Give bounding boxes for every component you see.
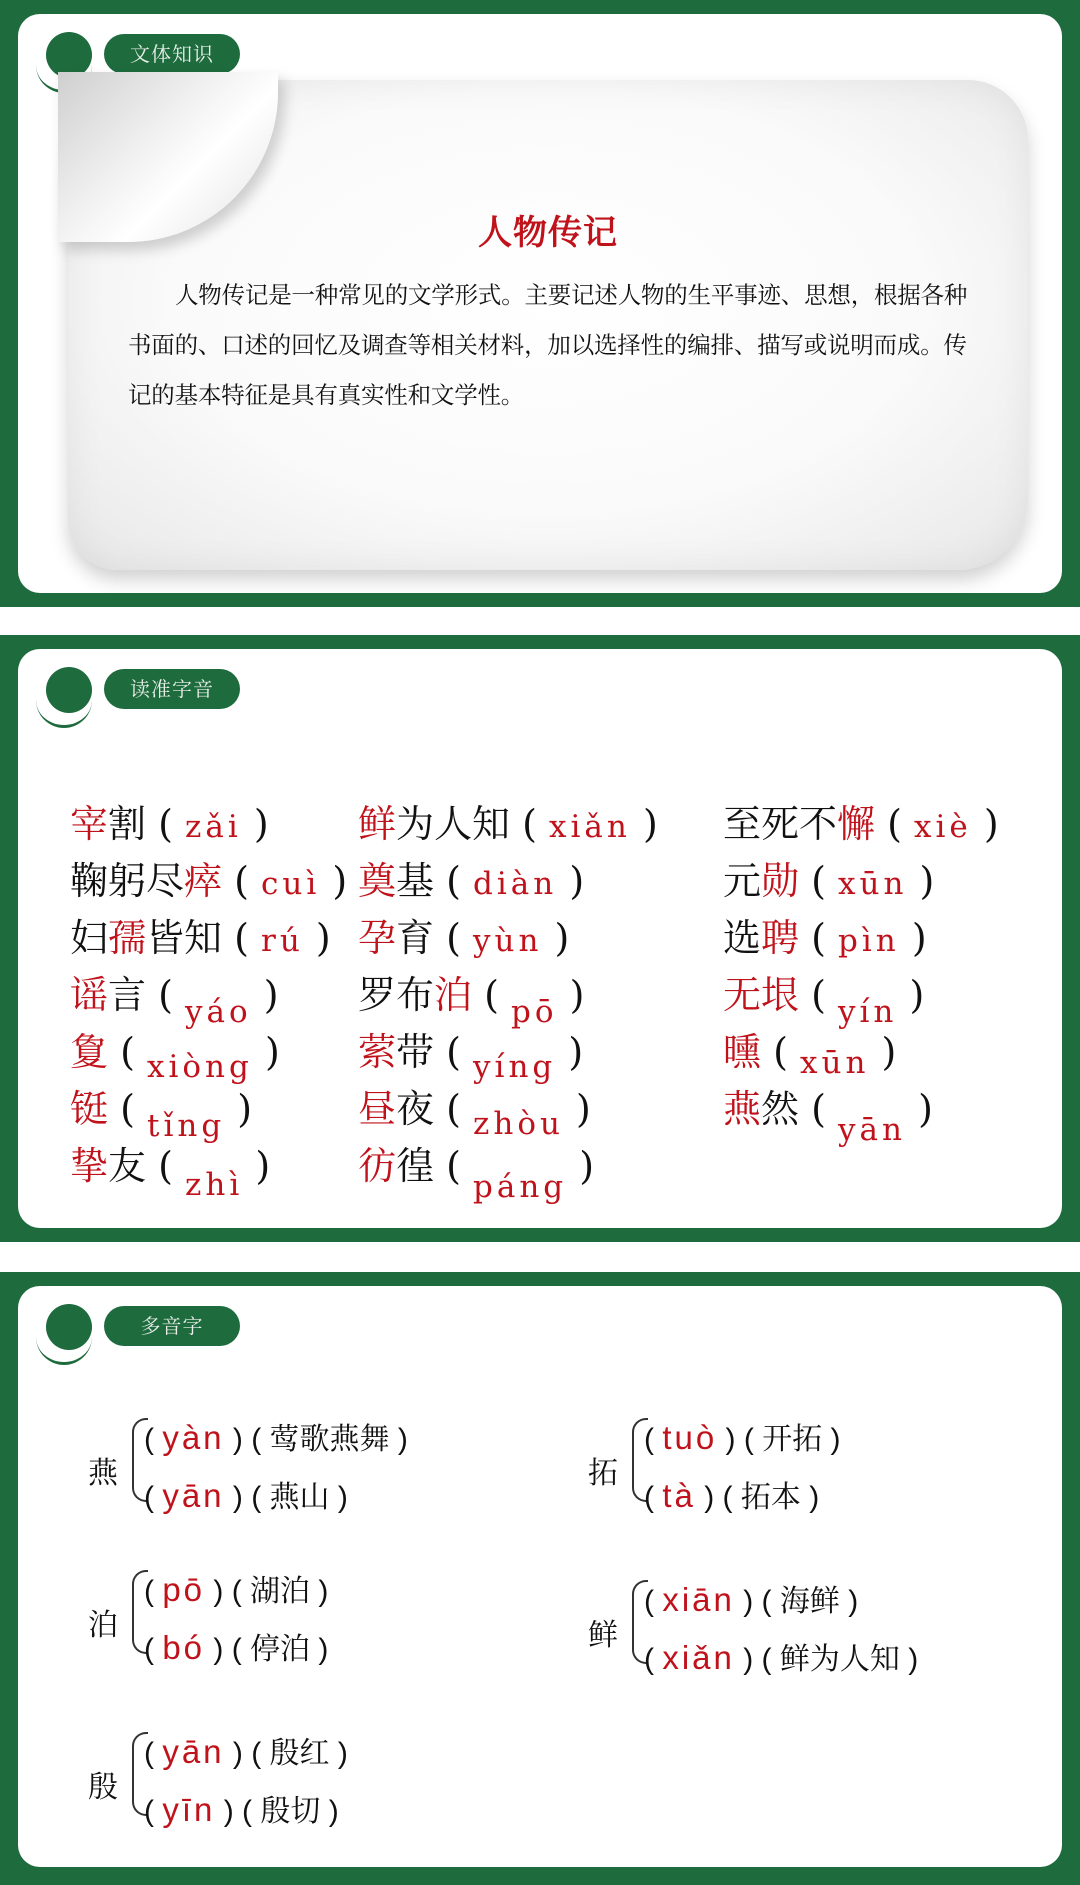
pinyin: tà (662, 1477, 696, 1514)
target-char: 无垠 (723, 973, 800, 1017)
pinyin: tuò (662, 1419, 718, 1456)
paren-close: ) (839, 1585, 859, 1618)
word-part: 然 (761, 1087, 800, 1131)
paren-open: ( (472, 973, 512, 1017)
target-char: 昼 (358, 1087, 397, 1131)
paren-close: ) (907, 859, 935, 903)
pinyin: zǎi (185, 809, 242, 845)
example-word: 停泊 (250, 1633, 311, 1666)
pinyin: yàn (162, 1419, 225, 1456)
word (358, 859, 434, 903)
paren-open: ( (144, 1575, 163, 1608)
badge-label: 读准字音 (104, 669, 240, 709)
paren-close: ) (303, 916, 331, 960)
reading-item (723, 1084, 933, 1148)
badge-circle-icon (46, 1304, 92, 1350)
pinyin: yān (162, 1733, 225, 1770)
word (723, 916, 799, 960)
paren-open: ( (761, 1030, 800, 1074)
paren-close: ) (320, 859, 348, 903)
pinyin: diàn (473, 866, 558, 902)
pinyin: cuì (261, 866, 321, 902)
word-part: 徨 (396, 1144, 435, 1188)
pinyin: bó (162, 1629, 206, 1666)
paren-open: ( (144, 1423, 163, 1456)
polyphone-row (144, 1624, 328, 1668)
paren-close: ) ( (205, 1575, 251, 1608)
paren-open: ( (146, 1144, 186, 1188)
example-word: 鲜为人知 (779, 1643, 900, 1676)
polyphone-char: 拓 (588, 1457, 618, 1490)
pinyin: yùn (473, 923, 543, 959)
badge-label: 多音字 (104, 1306, 240, 1346)
word-part: 罗布 (358, 973, 435, 1017)
example-word: 开拓 (762, 1423, 823, 1456)
paren-close: ) ( (205, 1633, 251, 1666)
paren-close: ) ( (224, 1737, 270, 1770)
target-char: 孺 (108, 916, 147, 960)
word (723, 973, 799, 1017)
paren-close: ) (310, 1575, 329, 1608)
target-char: 萦 (358, 1030, 397, 1074)
word-part: 夜 (396, 1087, 435, 1131)
polyphone-char: 燕 (88, 1457, 118, 1490)
reading-item (723, 970, 925, 1030)
paren-open: ( (144, 1481, 163, 1514)
polyphone-row (644, 1414, 841, 1458)
target-char: 奠 (358, 859, 397, 903)
paren-open: ( (434, 1030, 474, 1074)
word-part: 基 (396, 859, 435, 903)
pinyin: rú (261, 923, 304, 959)
reading-item (358, 1141, 595, 1205)
paren-close: ) (225, 1087, 253, 1131)
paren-open: ( (222, 859, 262, 903)
badge-circle-icon (46, 667, 92, 713)
target-char: 彷 (358, 1144, 397, 1188)
paren-close: ) ( (695, 1481, 741, 1514)
paren-close: ) (251, 973, 279, 1017)
paren-close: ) (897, 973, 925, 1017)
paren-close: ) (556, 1030, 584, 1074)
pinyin: xiòng (147, 1049, 253, 1085)
pinyin: xiān (662, 1581, 735, 1618)
word (70, 859, 222, 903)
reading-item (723, 799, 999, 849)
example-word: 燕山 (269, 1481, 330, 1514)
target-char: 孕 (358, 916, 397, 960)
pinyin: xiè (914, 809, 972, 845)
reading-item (723, 913, 927, 963)
pinyin: páng (473, 1169, 568, 1205)
target-char: 燕 (723, 1087, 762, 1131)
word-part: 至死不 (723, 802, 838, 846)
paren-close: ) ( (734, 1585, 780, 1618)
target-char: 勋 (761, 859, 800, 903)
paren-open: ( (644, 1481, 663, 1514)
example-word: 莺歌燕舞 (269, 1423, 390, 1456)
example-word: 湖泊 (250, 1575, 311, 1608)
paren-open: ( (434, 859, 474, 903)
paren-close: ) (329, 1737, 348, 1770)
reading-item (70, 913, 331, 963)
paren-open: ( (108, 1030, 147, 1074)
paper-title: 人物传记 (478, 213, 618, 253)
word-part: 鞠躬尽 (70, 859, 185, 903)
word-part: 友 (108, 1144, 147, 1188)
target-char: 曛 (723, 1030, 762, 1074)
example-word: 殷切 (260, 1795, 321, 1828)
paren-close: ) (800, 1481, 820, 1514)
paren-open: ( (799, 973, 838, 1017)
reading-item (70, 856, 347, 906)
paren-close: ) ( (224, 1481, 270, 1514)
polyphone-char: 殷 (88, 1771, 118, 1804)
target-char: 泊 (434, 973, 473, 1017)
paren-open: ( (510, 802, 550, 846)
pinyin: pō (511, 994, 558, 1030)
reading-item (723, 1027, 897, 1081)
paren-close: ) (241, 802, 269, 846)
pinyin: yín (838, 994, 898, 1030)
target-char: 宰 (70, 802, 109, 846)
word (723, 859, 799, 903)
reading-item (70, 1084, 253, 1144)
paren-close: ) (563, 1087, 591, 1131)
word (358, 1144, 434, 1188)
paren-close: ) (899, 1643, 919, 1676)
paren-close: ) ( (215, 1795, 261, 1828)
target-char: 懈 (837, 802, 876, 846)
word (358, 1087, 434, 1131)
pinyin: yān (838, 1112, 906, 1148)
polyphone-row (644, 1472, 819, 1516)
pinyin: yíng (473, 1049, 557, 1085)
paren-close: ) ( (224, 1423, 270, 1456)
polyphone-row (144, 1786, 339, 1830)
word-part: 皆知 (146, 916, 223, 960)
reading-item (358, 1027, 584, 1085)
polyphone-row (144, 1566, 328, 1610)
word-part: 元 (723, 859, 762, 903)
paren-close: ) (899, 916, 927, 960)
paren-open: ( (644, 1643, 663, 1676)
word-part: 割 (108, 802, 147, 846)
paren-open: ( (799, 1087, 839, 1131)
pinyin: pìn (838, 923, 900, 959)
pinyin: yān (162, 1477, 225, 1514)
paren-open: ( (108, 1087, 147, 1131)
paren-open: ( (434, 1087, 474, 1131)
target-char: 夐 (70, 1030, 109, 1074)
pinyin: pō (162, 1571, 206, 1608)
example-word: 拓本 (740, 1481, 801, 1514)
word (358, 916, 434, 960)
panel-pronunciation (0, 635, 1080, 1242)
polyphone-row (644, 1634, 918, 1678)
target-char: 挚 (70, 1144, 109, 1188)
word-part: 育 (396, 916, 435, 960)
reading-item (70, 1027, 280, 1085)
paren-close: ) ( (734, 1643, 780, 1676)
reading-item (358, 856, 584, 906)
word (358, 802, 510, 846)
section-badge (30, 1300, 250, 1358)
panel-genre-knowledge (0, 0, 1080, 607)
paren-close: ) (252, 1030, 280, 1074)
paren-close: ) (243, 1144, 271, 1188)
pinyin: xūn (838, 866, 908, 902)
polyphone-row (144, 1472, 348, 1516)
panel-polyphones (0, 1272, 1080, 1885)
paren-open: ( (144, 1633, 163, 1666)
paren-close: ) (971, 802, 999, 846)
paper-body: 人物传记是一种常见的文学形式。主要记述人物的生平事迹、思想，根据各种书面的、口述的回忆及调查等相关材料，加以选择性的编排、描写或说明而成。传记的基本特征是具有真实性和文学性。 (128, 281, 968, 409)
word-part: 带 (396, 1030, 435, 1074)
target-char: 聘 (761, 916, 800, 960)
paren-open: ( (644, 1423, 663, 1456)
pinyin: yīn (162, 1791, 216, 1828)
word-part: 言 (108, 973, 147, 1017)
paren-open: ( (146, 802, 186, 846)
word (723, 802, 875, 846)
reading-item (723, 856, 934, 906)
word (358, 973, 472, 1017)
word (70, 1144, 146, 1188)
word (70, 973, 146, 1017)
target-char: 鲜 (358, 802, 397, 846)
paren-close: ) ( (717, 1423, 763, 1456)
word-part: 妇 (70, 916, 109, 960)
target-char: 铤 (70, 1087, 109, 1131)
badge-label: 文体知识 (104, 34, 240, 74)
reading-item (358, 1084, 591, 1142)
paren-close: ) (310, 1633, 329, 1666)
word (723, 1030, 761, 1074)
paren-close: ) (630, 802, 658, 846)
paren-open: ( (434, 1144, 474, 1188)
paren-open: ( (799, 859, 839, 903)
paren-close: ) (822, 1423, 841, 1456)
polyphone-row (644, 1576, 858, 1620)
target-char: 瘁 (184, 859, 223, 903)
paren-close: ) (389, 1423, 408, 1456)
reading-item (358, 970, 585, 1030)
paren-open: ( (875, 802, 915, 846)
word (358, 1030, 434, 1074)
polyphone-char: 鲜 (588, 1619, 618, 1652)
word (723, 1087, 799, 1131)
paren-open: ( (799, 916, 839, 960)
target-char: 谣 (70, 973, 109, 1017)
reading-item (70, 799, 269, 849)
paren-close: ) (329, 1481, 348, 1514)
reading-item (358, 799, 658, 849)
paren-close: ) (905, 1087, 933, 1131)
example-word: 殷红 (269, 1737, 330, 1770)
paren-open: ( (644, 1585, 663, 1618)
word (70, 802, 146, 846)
paren-open: ( (144, 1737, 163, 1770)
polyphone-char: 泊 (88, 1609, 118, 1642)
word (70, 1030, 108, 1074)
pinyin: zhòu (473, 1106, 564, 1142)
example-word: 海鲜 (779, 1585, 840, 1618)
pinyin: xūn (800, 1045, 870, 1081)
pinyin: zhì (185, 1167, 244, 1203)
word-part: 为人知 (396, 802, 511, 846)
section-badge (30, 663, 250, 721)
card (18, 14, 1062, 593)
paren-close: ) (557, 973, 585, 1017)
pinyin: xiǎn (662, 1639, 735, 1676)
paren-open: ( (222, 916, 262, 960)
paren-open: ( (434, 916, 474, 960)
paren-close: ) (567, 1144, 595, 1188)
polyphone-row (144, 1414, 408, 1458)
reading-item (70, 1141, 271, 1203)
pinyin: yáo (185, 994, 252, 1030)
pinyin: xiǎn (549, 809, 631, 845)
card (18, 649, 1062, 1228)
paren-open: ( (144, 1795, 163, 1828)
polyphone-row (144, 1728, 348, 1772)
reading-item (358, 913, 569, 963)
paren-open: ( (146, 973, 186, 1017)
paren-close: ) (320, 1795, 339, 1828)
word (70, 1087, 108, 1131)
paren-close: ) (542, 916, 570, 960)
word-part: 选 (723, 916, 762, 960)
pinyin: tǐng (147, 1108, 226, 1144)
paren-close: ) (869, 1030, 897, 1074)
card (18, 1286, 1062, 1867)
paren-close: ) (557, 859, 585, 903)
reading-item (70, 970, 279, 1030)
word (70, 916, 222, 960)
